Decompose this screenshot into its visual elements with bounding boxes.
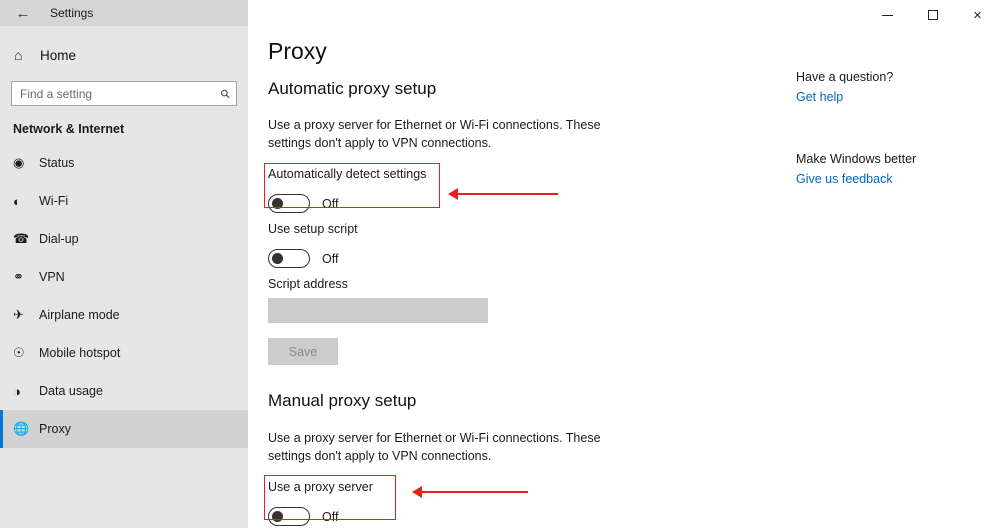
- setup-script-state: Off: [322, 251, 339, 266]
- automatic-proxy-description: Use a proxy server for Ethernet or Wi-Fi connections. These settings don't apply to VPN connections.: [268, 118, 601, 150]
- sidebar-item-home-label: Home: [40, 47, 77, 63]
- make-windows-better-heading: Make Windows better: [796, 152, 917, 166]
- save-button[interactable]: Save: [268, 338, 338, 365]
- wifi-icon: ◐: [13, 193, 21, 209]
- sidebar-item-airplane-mode[interactable]: [0, 296, 248, 334]
- dialup-icon: ☎: [13, 231, 30, 246]
- back-arrow-icon[interactable]: ←: [15, 4, 31, 22]
- help-question-heading: Have a question?: [796, 70, 894, 84]
- sidebar-category-label: Network & Internet: [13, 122, 125, 136]
- setup-script-toggle-row[interactable]: [268, 249, 338, 268]
- home-icon: ⌂: [14, 47, 23, 63]
- annotation-arrow-use-proxy: [412, 486, 528, 498]
- status-icon: ◉: [13, 155, 25, 170]
- auto-detect-label: Automatically detect settings: [268, 167, 427, 181]
- sidebar-item-vpn-label: VPN: [39, 270, 65, 284]
- sidebar-item-wifi-label: Wi-Fi: [39, 194, 69, 208]
- use-proxy-label: Use a proxy server: [268, 480, 373, 494]
- sidebar-item-proxy[interactable]: [0, 410, 248, 448]
- highlight-box-use-proxy: [264, 475, 396, 520]
- sidebar-item-home[interactable]: [0, 36, 248, 74]
- sidebar-item-wifi[interactable]: [0, 182, 248, 220]
- search-box[interactable]: [11, 81, 237, 106]
- hotspot-icon: ☉: [13, 345, 25, 360]
- manual-proxy-description: Use a proxy server for Ethernet or Wi-Fi connections. These settings don't apply to VPN connections.: [268, 431, 601, 463]
- auto-detect-state: Off: [322, 196, 339, 211]
- close-icon: ✕: [972, 9, 983, 22]
- search-icon[interactable]: ⚲: [217, 85, 234, 102]
- sidebar-item-status[interactable]: [0, 144, 248, 182]
- datausage-icon: ◑: [13, 383, 21, 399]
- script-address-input[interactable]: [268, 298, 488, 323]
- use-proxy-state: Off: [322, 509, 339, 524]
- search-input[interactable]: [20, 87, 221, 101]
- sidebar-item-proxy-label: Proxy: [39, 422, 71, 436]
- automatic-proxy-heading: Automatic proxy setup: [268, 79, 437, 98]
- main-content: [248, 0, 1000, 528]
- sidebar-item-dialup-label: Dial-up: [39, 232, 79, 246]
- sidebar: [0, 0, 248, 528]
- give-feedback-link[interactable]: Give us feedback: [796, 172, 893, 186]
- sidebar-item-mobile-hotspot[interactable]: [0, 334, 248, 372]
- sidebar-titlebar: [0, 0, 248, 26]
- window-title: Settings: [50, 6, 94, 20]
- sidebar-item-airplane-mode-label: Airplane mode: [39, 308, 120, 322]
- setup-script-toggle[interactable]: [268, 249, 310, 268]
- help-column: [796, 70, 996, 188]
- highlight-box-auto-detect: [264, 163, 440, 208]
- arrow-line: [420, 491, 528, 493]
- sidebar-item-dialup[interactable]: [0, 220, 248, 258]
- script-address-label: Script address: [268, 277, 348, 291]
- toggle-knob: [272, 253, 283, 264]
- sidebar-item-data-usage[interactable]: [0, 372, 248, 410]
- sidebar-item-status-label: Status: [39, 156, 75, 170]
- arrow-line: [456, 193, 558, 195]
- vpn-icon: ⚭: [13, 269, 24, 284]
- sidebar-item-data-usage-label: Data usage: [39, 384, 103, 398]
- manual-proxy-heading: Manual proxy setup: [268, 391, 417, 410]
- setup-script-label: Use setup script: [268, 222, 358, 236]
- get-help-link[interactable]: Get help: [796, 90, 844, 104]
- sidebar-item-vpn[interactable]: [0, 258, 248, 296]
- page-title: Proxy: [268, 38, 327, 64]
- airplane-icon: ✈: [13, 307, 24, 322]
- sidebar-item-mobile-hotspot-label: Mobile hotspot: [39, 346, 121, 360]
- annotation-arrow-auto-detect: [448, 188, 558, 200]
- globe-icon: 🌐: [13, 421, 30, 436]
